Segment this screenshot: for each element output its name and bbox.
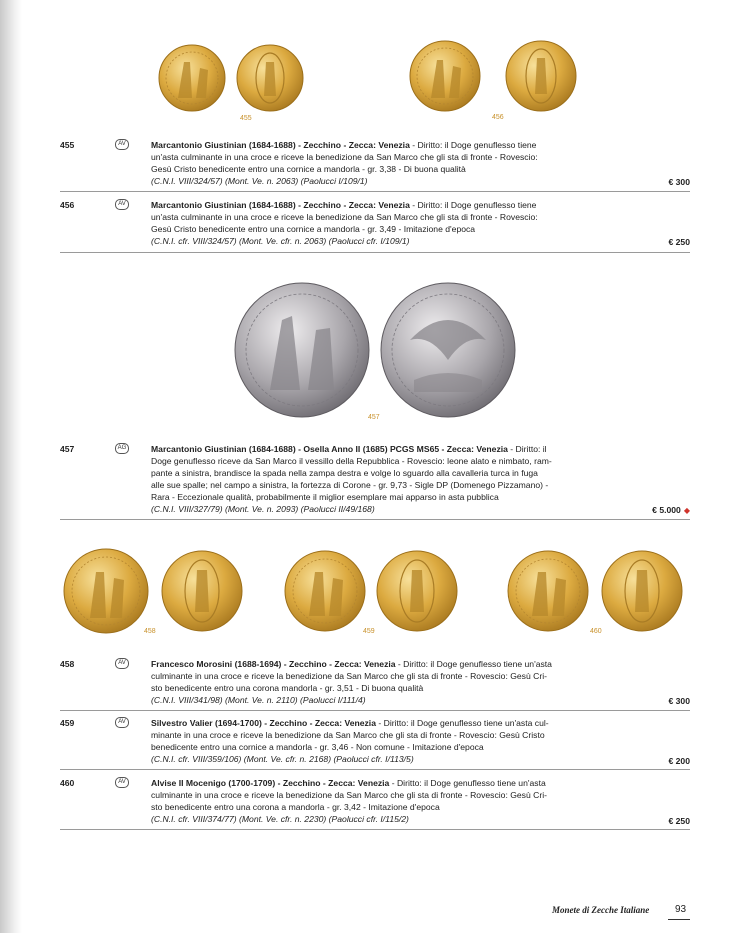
lot-desc-line: culminante in una croce e riceve la benedizione da San Marco che gli sta di fronte - Rovescio: Gesù Cri-: [151, 790, 547, 800]
coin-pair-460: [506, 546, 686, 640]
lot-references: (C.N.I. VIII/327/79) (Mont. Ve. n. 2093) (Paolucci II/49/168): [151, 504, 375, 514]
coin-label: 455: [240, 115, 252, 122]
lot-desc-line: pante a sinistra, brandisce la spada nella zampa destra e volge lo sguardo alla cavalleria turca in fuga: [151, 468, 538, 478]
coin-pair-459: [283, 546, 463, 640]
lot-description: [151, 658, 609, 706]
lot-references: (C.N.I. cfr. VIII/374/77) (Mont. Ve. cfr. n. 2230) (Paolucci cfr. I/115/2): [151, 814, 409, 824]
footer-rule: [668, 919, 690, 920]
lot-number: 456: [60, 200, 75, 210]
metal-icon: AV: [115, 777, 129, 788]
lot-description: [151, 199, 609, 247]
lot-title: Marcantonio Giustinian (1684-1688) - Osella Anno II (1685) PCGS MS65 - Zecca: Venezia: [151, 444, 508, 454]
metal-icon: AG: [115, 443, 129, 454]
lot-divider: [60, 191, 690, 192]
lot-desc-line: minante in una croce e riceve la benedizione da San Marco che gli sta di fronte - Rovescio: Gesù Cristo: [151, 730, 545, 740]
lot-456: [60, 199, 690, 254]
lot-desc-line: - Diritto: il Doge genuflesso tiene: [409, 140, 537, 150]
lot-divider: [60, 710, 690, 711]
lot-price: € 300: [668, 696, 690, 706]
coin-label: 457: [368, 414, 380, 421]
lot-desc-line: - Diritto: il Doge genuflesso tiene un'asta: [389, 778, 546, 788]
lot-460: [60, 777, 690, 832]
lot-price: € 250: [668, 237, 690, 247]
lot-description: [151, 139, 609, 187]
lot-desc-line: un'asta culminante in una croce e riceve la benedizione da San Marco che gli sta di fronte - Rovescio:: [151, 152, 538, 162]
lot-references: (C.N.I. cfr. VIII/359/106) (Mont. Ve. cfr. n. 2168) (Paolucci cfr. I/113/5): [151, 754, 414, 764]
coin-pair-456: [405, 36, 583, 121]
metal-icon: AV: [115, 658, 129, 669]
coin-label: 456: [492, 114, 504, 121]
lot-desc-line: - Diritto: il Doge genuflesso tiene un'asta cul-: [375, 718, 549, 728]
lot-price: [652, 504, 690, 517]
lot-divider: [60, 769, 690, 770]
lot-title: Alvise II Mocenigo (1700-1709) - Zecchino - Zecca: Venezia: [151, 778, 390, 788]
coin-images-460: [506, 546, 686, 640]
catalog-section-title: Monete di Zecche Italiane: [552, 905, 650, 915]
lot-desc-line: sto benedicente entro una corona a mandorla - gr. 3,42 - Imitazione d'epoca: [151, 802, 440, 812]
page-edge-shadow: [0, 0, 22, 933]
lot-title: Silvestro Valier (1694-1700) - Zecchino - Zecca: Venezia: [151, 718, 376, 728]
coin-label: 459: [363, 628, 375, 635]
coin-images-457: [230, 280, 522, 420]
lot-price: € 200: [668, 756, 690, 766]
lot-desc-line: - Diritto: il Doge genuflesso tiene un'asta: [395, 659, 552, 669]
metal-icon: AV: [115, 199, 129, 210]
lot-references: (C.N.I. VIII/324/57) (Mont. Ve. n. 2063) (Paolucci I/109/1): [151, 176, 368, 186]
lot-number: 460: [60, 778, 75, 788]
lot-description: [151, 443, 609, 515]
lot-title: Marcantonio Giustinian (1684-1688) - Zecchino - Zecca: Venezia: [151, 200, 410, 210]
lot-references: (C.N.I. cfr. VIII/324/57) (Mont. Ve. cfr. n. 2063) (Paolucci cfr. I/109/1): [151, 236, 410, 246]
lot-desc-line: culminante in una croce e riceve la benedizione da San Marco che gli sta di fronte - Rovescio: Gesù Cri-: [151, 671, 547, 681]
lot-desc-line: sto benedicente entro una corona mandorla - gr. 3,51 - Di buona qualità: [151, 683, 424, 693]
coin-label: 458: [144, 628, 156, 635]
lot-desc-line: un'asta culminante in una croce e riceve la benedizione da San Marco che gli sta di fronte - Rovescio:: [151, 212, 538, 222]
lot-references: (C.N.I. VIII/341/98) (Mont. Ve. n. 2110) (Paolucci I/111/4): [151, 695, 366, 705]
lot-desc-line: Rara - Eccezionale qualità, probabilmente il miglior esemplare mai apparso in asta pubblica: [151, 492, 499, 502]
lot-desc-line: Doge genuflesso riceve da San Marco il vessillo della Repubblica - Rovescio: leone alato e nimbato, ram-: [151, 456, 552, 466]
lot-458: [60, 658, 690, 713]
coin-images-458: [62, 546, 252, 640]
page-number: 93: [675, 904, 687, 915]
lot-title: Francesco Morosini (1688-1694) - Zecchino - Zecca: Venezia: [151, 659, 396, 669]
lot-459: [60, 717, 690, 772]
lot-number: 457: [60, 444, 75, 454]
lot-title: Marcantonio Giustinian (1684-1688) - Zecchino - Zecca: Venezia: [151, 140, 410, 150]
lot-desc-line: - Diritto: il: [507, 444, 547, 454]
lot-desc-line: Gesù Cristo benedicente entro una cornice a mandorla - gr. 3,49 - Imitazione d'epoca: [151, 224, 476, 234]
lot-divider: [60, 829, 690, 830]
lot-number: 458: [60, 659, 75, 669]
lot-price: € 250: [668, 816, 690, 826]
metal-icon: AV: [115, 717, 129, 728]
lot-number: 455: [60, 140, 75, 150]
metal-icon: AV: [115, 139, 129, 150]
lot-455: [60, 139, 690, 194]
lot-description: [151, 717, 609, 765]
lot-divider: [60, 519, 690, 520]
lot-price-value: € 5.000: [652, 505, 681, 515]
coin-label: 460: [590, 628, 602, 635]
coin-pair-455: [156, 40, 316, 122]
lot-description: [151, 777, 609, 825]
lot-number: 459: [60, 718, 75, 728]
coin-images-456: [405, 36, 583, 116]
lot-desc-line: alle sue spalle; nel campo a sinistra, la fortezza di Corone - gr. 9,73 - Sigle DP (Domenego Pizzamano) -: [151, 480, 549, 490]
coin-pair-457: [230, 280, 522, 420]
rarity-diamond-icon: ◆: [683, 506, 690, 515]
coin-images-459: [283, 546, 463, 640]
lot-desc-line: benedicente entro una cornice a mandorla - gr. 3,46 - Non comune - Imitazione d'epoca: [151, 742, 484, 752]
lot-desc-line: - Diritto: il Doge genuflesso tiene: [409, 200, 537, 210]
lot-divider: [60, 252, 690, 253]
coin-pair-458: [62, 546, 252, 640]
lot-desc-line: Gesù Cristo benedicente entro una cornice a mandorla - gr. 3,38 - Di buona qualità: [151, 164, 466, 174]
lot-price: € 300: [668, 177, 690, 187]
lot-457: [60, 443, 690, 523]
coin-images-455: [156, 40, 316, 118]
